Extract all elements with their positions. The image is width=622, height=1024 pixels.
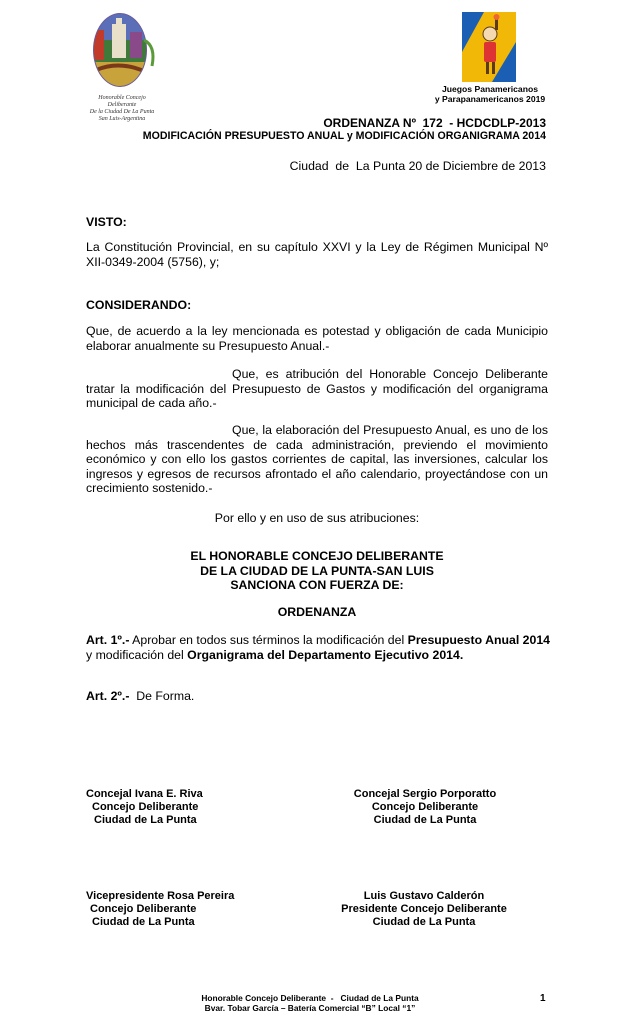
- signature-name: Vicepresidente Rosa Pereira: [86, 890, 235, 902]
- article-1-budget: Presupuesto Anual 2014: [407, 633, 551, 647]
- article-2-text: De Forma.: [129, 689, 195, 703]
- signature-riva: [86, 788, 246, 827]
- visto-heading: VISTO:: [86, 215, 127, 229]
- signature-porporatto: [340, 788, 510, 827]
- signature-name: Concejal Ivana E. Riva: [86, 788, 203, 800]
- panamerican-games-caption: Juegos Panamericanos y Parapanamericanos 2019: [434, 84, 546, 104]
- document-date: Ciudad de La Punta 20 de Diciembre de 2013: [289, 159, 546, 173]
- footer-line-1: Honorable Concejo Deliberante - Ciudad de La Punta: [201, 993, 419, 1003]
- panamerican-games-emblem-icon: [462, 12, 516, 82]
- sanciona-line-1: EL HONORABLE CONCEJO DELIBERANTE: [190, 549, 444, 563]
- signature-role: Concejo Deliberante: [371, 801, 479, 813]
- signature-place: Ciudad de La Punta: [372, 916, 476, 928]
- visto-text: La Constitución Provincial, en su capítulo XXVI y la Ley de Régimen Municipal Nº XII-0349-2004 (5756), y;: [86, 240, 548, 269]
- article-1-text-a: Aprobar en todos sus términos la modificación del: [129, 633, 408, 647]
- article-2-label: Art. 2º.-: [86, 689, 130, 703]
- signature-role: Concejo Deliberante: [90, 903, 197, 915]
- considerando-paragraph-1: Que, de acuerdo a la ley mencionada es potestad y obligación de cada Municipio elaborar anualmente su Presupuesto Anual.-: [86, 324, 548, 353]
- signature-place: Ciudad de La Punta: [94, 814, 197, 826]
- signature-role: Presidente Concejo Deliberante: [341, 903, 507, 915]
- considerando-heading: CONSIDERANDO:: [86, 298, 192, 312]
- council-emblem-icon: [86, 10, 158, 90]
- article-1-organigram: Organigrama del Departamento Ejecutivo 2014.: [187, 647, 464, 662]
- signature-calderon: [332, 890, 516, 929]
- considerando-closing: Por ello y en uso de sus atribuciones:: [214, 511, 420, 525]
- signature-role: Concejo Deliberante: [92, 801, 199, 813]
- panamerican-games-logo: [462, 12, 516, 82]
- article-2: [86, 689, 194, 703]
- page-footer: [180, 993, 440, 1013]
- footer-line-2: Bvar. Tobar García – Batería Comercial “B” Local “1”: [204, 1003, 416, 1013]
- page-number: 1: [540, 993, 546, 1004]
- signature-pereira: [86, 890, 256, 929]
- article-1-text-b: y modificación del: [86, 633, 554, 662]
- ordenanza-heading: ORDENANZA: [277, 605, 357, 619]
- council-logo: [86, 10, 158, 122]
- sanciona-line-2: DE LA CIUDAD DE LA PUNTA-SAN LUIS: [200, 563, 434, 578]
- signature-place: Ciudad de La Punta: [92, 916, 195, 928]
- council-logo-caption: Honorable Concejo Deliberante De la Ciudad De La Punta San Luis-Argentina: [89, 95, 155, 122]
- ordinance-number: ORDENANZA Nº 172 - HCDCDLP-2013: [323, 116, 546, 130]
- considerando-paragraph-3: Que, la elaboración del Presupuesto Anual, es uno de los hechos más trascendentes de cada administración, previendo el movimiento económico y con ello los gastos corrientes de capital, las inversiones, calcular los ingresos y egresos de recursos afrontado el año calendario, proyectándose con un crecimiento sostenido.-: [86, 423, 548, 496]
- signature-name: Concejal Sergio Porporatto: [353, 788, 497, 800]
- considerando-paragraph-2: Que, es atribución del Honorable Concejo Deliberante tratar la modificación del Presupuesto de Gastos y modificación del organigrama municipal de cada año.-: [86, 367, 548, 411]
- signature-place: Ciudad de La Punta: [373, 814, 477, 826]
- article-1: [86, 633, 556, 662]
- signature-name: Luis Gustavo Calderón: [363, 890, 485, 902]
- sanciona-block: [86, 549, 548, 593]
- ordinance-subject: MODIFICACIÓN PRESUPUESTO ANUAL y MODIFICACIÓN ORGANIGRAMA 2014: [142, 130, 546, 142]
- sanciona-line-3: SANCIONA CON FUERZA DE:: [230, 578, 404, 593]
- article-1-label: Art. 1º.-: [86, 633, 130, 647]
